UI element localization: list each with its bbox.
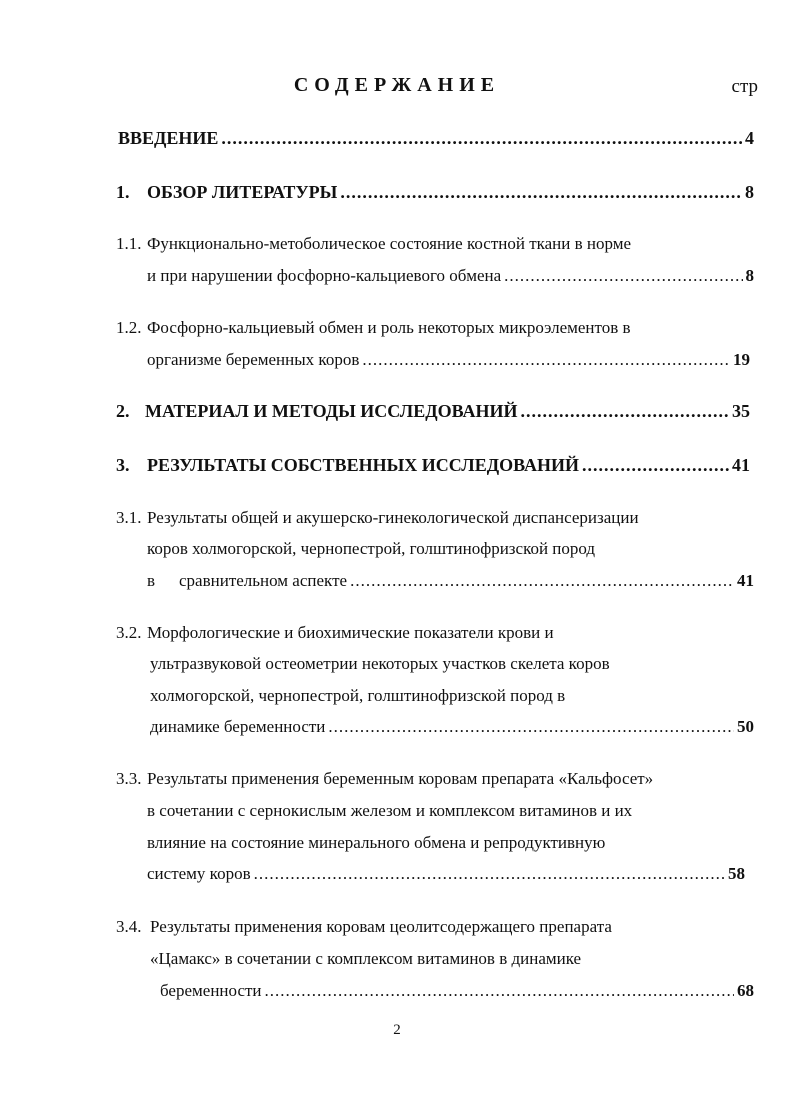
toc-entry-label: и при нарушении фосфорно-кальциевого обмена xyxy=(147,266,502,285)
toc-entry-label: ОБЗОР ЛИТЕРАТУРЫ xyxy=(147,182,338,202)
dot-leader xyxy=(328,717,734,737)
toc-entry-number: 1.1. xyxy=(116,234,142,253)
toc-entry-label: динамике беременности xyxy=(150,717,326,736)
toc-entry-page: 58 xyxy=(728,864,745,883)
toc-entry-label: организме беременных коров xyxy=(147,350,360,369)
toc-entry-number: 1. xyxy=(116,182,130,202)
toc-entry-3-2-line2: ультразвуковой остеометрии некоторых участков скелета коров xyxy=(150,654,610,673)
toc-entry-3-3-line3: влияние на состояние минерального обмена и репродуктивную xyxy=(147,833,606,852)
toc-entry-number: 3.2. xyxy=(116,623,142,642)
page-title: СОДЕРЖАНИЕ xyxy=(293,74,501,96)
dot-leader xyxy=(265,981,734,1001)
toc-entry-3-2-line3: холмогорской, чернопестрой, голштинофризской пород в xyxy=(150,686,566,705)
toc-entry-label: систему коров xyxy=(147,864,251,883)
toc-entry-number: 3.3. xyxy=(116,769,142,788)
toc-entry-page: 8 xyxy=(745,182,754,202)
toc-entry-page: 35 xyxy=(732,401,750,421)
toc-entry-label: ВВЕДЕНИЕ xyxy=(118,128,219,148)
dot-leader xyxy=(221,128,742,149)
toc-entry-label: МАТЕРИАЛ И МЕТОДЫ ИССЛЕДОВАНИЙ xyxy=(145,401,518,421)
toc-entry-page: 19 xyxy=(733,350,750,369)
toc-entry-number: 3. xyxy=(116,455,130,475)
dot-leader xyxy=(582,455,729,476)
toc-entry-introduction xyxy=(118,128,754,149)
page-column-label: стр xyxy=(731,76,758,97)
toc-entry-label: сравнительном аспекте xyxy=(179,571,348,590)
toc-entry-number: 3.1. xyxy=(116,508,142,527)
dot-leader xyxy=(350,571,734,591)
toc-entry-3-4 xyxy=(160,981,754,1001)
dot-leader xyxy=(504,266,742,286)
toc-entry-3-4-line2: «Цамакс» в сочетании с комплексом витаминов в динамике xyxy=(150,949,582,968)
dot-leader xyxy=(362,350,730,370)
toc-entry-1-2 xyxy=(147,350,750,370)
toc-entry-1-1 xyxy=(147,266,754,286)
toc-entry-3-2-line1: Морфологические и биохимические показатели крови и xyxy=(147,623,554,642)
toc-entry-3-1-line1: Результаты общей и акушерско-гинекологической диспансеризации xyxy=(147,508,639,527)
toc-entry-3-1 xyxy=(179,571,754,591)
toc-entry-number: 3.4. xyxy=(116,917,142,936)
toc-entry-3-3-line1: Результаты применения беременным коровам препарата «Кальфосет» xyxy=(147,769,654,788)
dot-leader xyxy=(254,864,725,884)
toc-entry-1-1-line1: Функционально-метоболическое состояние костной ткани в норме xyxy=(147,234,632,253)
toc-entry-3-1-prefix: в xyxy=(147,571,156,590)
toc-entry-3-4-line1: Результаты применения коровам цеолитсодержащего препарата xyxy=(150,917,612,936)
toc-entry-label: беременности xyxy=(160,981,262,1000)
toc-entry-3-2 xyxy=(150,717,754,737)
toc-entry-1-2-line1: Фосфорно-кальциевый обмен и роль некоторых микроэлементов в xyxy=(147,318,631,337)
toc-entry-3-3 xyxy=(147,864,745,884)
toc-entry-number: 1.2. xyxy=(116,318,142,337)
toc-entry-number: 2. xyxy=(116,401,130,421)
toc-entry-3-1-line2: коров холмогорской, чернопестрой, голштинофризской пород xyxy=(147,539,596,558)
dot-leader xyxy=(340,182,742,203)
toc-entry-1 xyxy=(147,182,754,203)
toc-entry-label: РЕЗУЛЬТАТЫ СОБСТВЕННЫХ ИССЛЕДОВАНИЙ xyxy=(147,455,579,475)
dot-leader xyxy=(520,401,729,422)
toc-entry-page: 68 xyxy=(737,981,754,1000)
toc-entry-3 xyxy=(147,455,750,476)
toc-entry-2 xyxy=(145,401,750,422)
toc-entry-3-3-line2: в сочетании с сернокислым железом и комплексом витаминов и их xyxy=(147,801,633,820)
toc-entry-page: 4 xyxy=(745,128,754,148)
toc-entry-page: 50 xyxy=(737,717,754,736)
page-number: 2 xyxy=(393,1022,401,1038)
toc-entry-page: 8 xyxy=(745,266,754,285)
toc-entry-page: 41 xyxy=(732,455,750,475)
toc-entry-page: 41 xyxy=(737,571,754,590)
